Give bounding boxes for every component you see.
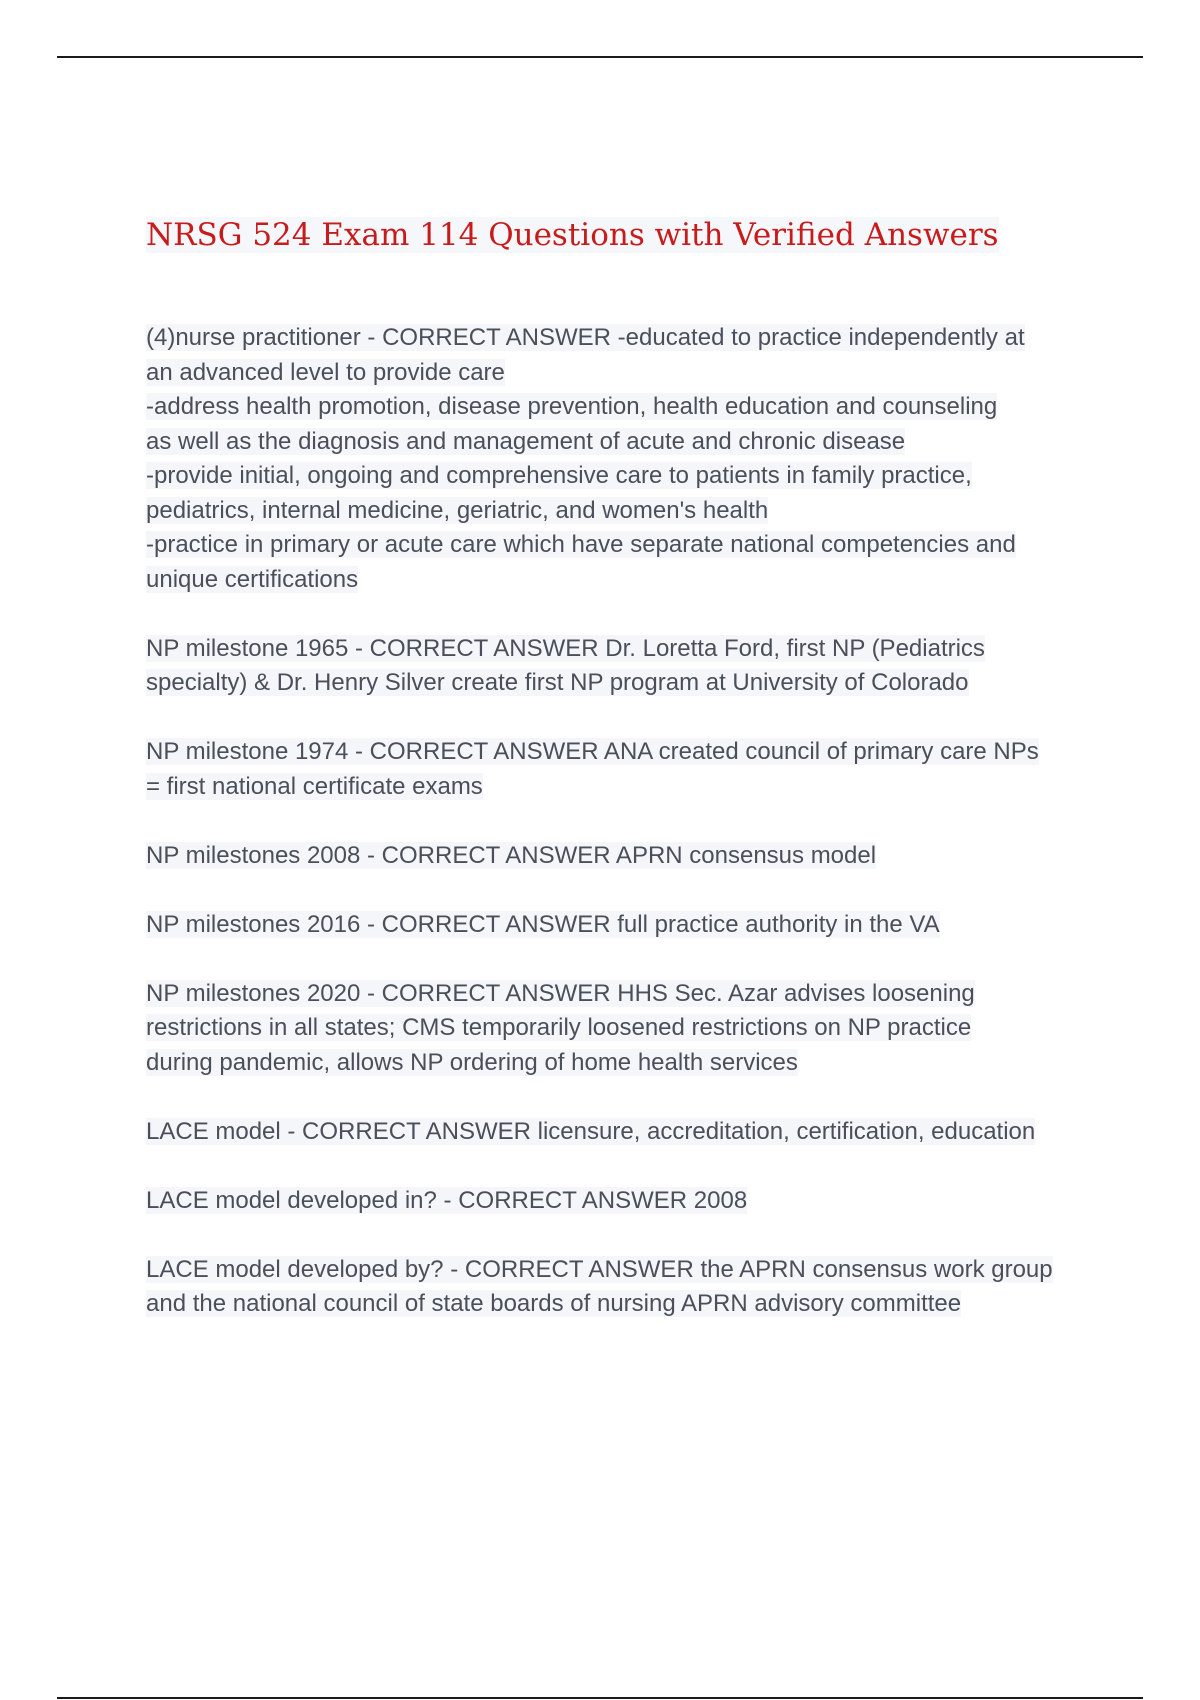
qa-entry-line-text: pediatrics, internal medicine, geriatric, and women's health xyxy=(146,496,769,524)
qa-entry-line xyxy=(146,770,1096,805)
qa-entry-line-text: restrictions in all states; CMS temporarily loosened restrictions on NP practice xyxy=(146,1014,972,1041)
qa-entry-line xyxy=(146,321,1096,356)
qa-entry xyxy=(146,839,1096,874)
qa-entry-line xyxy=(146,356,1096,391)
qa-entry-line-text: NP milestone 1965 - CORRECT ANSWER Dr. Loretta Ford, first NP (Pediatrics xyxy=(146,634,985,662)
qa-entry-line xyxy=(146,494,1096,529)
qa-entry-line xyxy=(146,1253,1096,1288)
qa-entry-line xyxy=(146,735,1096,770)
qa-entry xyxy=(146,908,1096,943)
qa-entries xyxy=(146,321,1096,1322)
document-title-text: NRSG 524 Exam 114 Questions with Verified Answers xyxy=(146,217,999,253)
qa-entry-line xyxy=(146,632,1096,667)
qa-entry xyxy=(146,977,1096,1081)
qa-entry xyxy=(146,321,1096,597)
qa-entry-line xyxy=(146,563,1096,598)
qa-entry-line xyxy=(146,1287,1096,1322)
qa-entry xyxy=(146,632,1096,701)
qa-entry-line xyxy=(146,390,1096,425)
qa-entry-line-text: unique certifications xyxy=(146,565,359,593)
qa-entry-line-text: and the national council of state boards of nursing APRN advisory committee xyxy=(146,1290,962,1317)
qa-entry-line-text: as well as the diagnosis and management of acute and chronic disease xyxy=(146,427,906,455)
qa-entry-line-text: NP milestones 2020 - CORRECT ANSWER HHS Sec. Azar advises loosening xyxy=(146,979,975,1007)
qa-entry-line-text: during pandemic, allows NP ordering of home health services xyxy=(146,1048,798,1076)
qa-entry-line-text: -address health promotion, disease prevention, health education and counseling xyxy=(146,393,998,420)
qa-entry-line xyxy=(146,839,1096,874)
qa-entry-line-text: LACE model developed by? - CORRECT ANSWER the APRN consensus work group xyxy=(146,1255,1053,1283)
document-title xyxy=(146,212,1096,258)
qa-entry-line-text: an advanced level to provide care xyxy=(146,358,505,386)
qa-entry-line-text: LACE model - CORRECT ANSWER licensure, accreditation, certification, education xyxy=(146,1117,1036,1145)
qa-entry-line xyxy=(146,1115,1096,1150)
qa-entry-line xyxy=(146,666,1096,701)
qa-entry-line xyxy=(146,528,1096,563)
qa-entry xyxy=(146,735,1096,804)
qa-entry xyxy=(146,1115,1096,1150)
document-body xyxy=(146,212,1096,1356)
qa-entry-line-text: NP milestones 2008 - CORRECT ANSWER APRN consensus model xyxy=(146,841,877,869)
qa-entry-line-text: specialty) & Dr. Henry Silver create first NP program at University of Colorado xyxy=(146,669,969,696)
qa-entry-line xyxy=(146,1046,1096,1081)
qa-entry-line xyxy=(146,459,1096,494)
qa-entry xyxy=(146,1253,1096,1322)
qa-entry-line-text: = first national certificate exams xyxy=(146,772,483,800)
qa-entry-line-text: NP milestones 2016 - CORRECT ANSWER full practice authority in the VA xyxy=(146,910,940,938)
qa-entry-line-text: NP milestone 1974 - CORRECT ANSWER ANA created council of primary care NPs xyxy=(146,738,1039,765)
qa-entry-line xyxy=(146,977,1096,1012)
qa-entry-line-text: -provide initial, ongoing and comprehensive care to patients in family practice, xyxy=(146,462,972,489)
qa-entry xyxy=(146,1184,1096,1219)
qa-entry-line-text: -practice in primary or acute care which have separate national competencies and xyxy=(146,531,1016,558)
qa-entry-line xyxy=(146,908,1096,943)
footer-rule xyxy=(57,1697,1143,1699)
qa-entry-line xyxy=(146,425,1096,460)
header-rule xyxy=(57,56,1143,58)
qa-entry-line xyxy=(146,1184,1096,1219)
qa-entry-line-text: (4)nurse practitioner - CORRECT ANSWER -educated to practice independently at xyxy=(146,324,1025,351)
qa-entry-line xyxy=(146,1011,1096,1046)
qa-entry-line-text: LACE model developed in? - CORRECT ANSWER 2008 xyxy=(146,1186,748,1214)
